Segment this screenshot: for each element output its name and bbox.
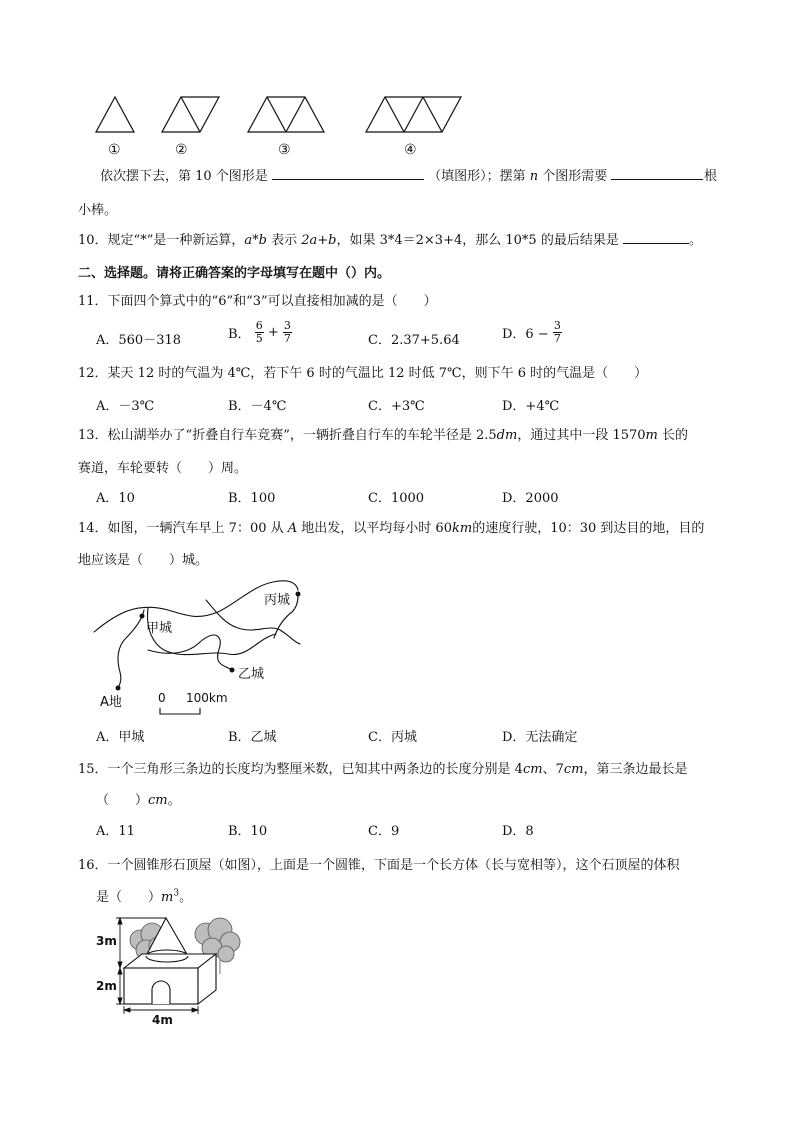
question-11: 11．下面四个算式中的“6”和“3”可以直接相加减的是（ ）	[78, 294, 437, 309]
triangle-figures	[90, 92, 480, 140]
q12-option-d[interactable]: D．+4℃	[502, 399, 560, 414]
answer-blank[interactable]	[623, 231, 689, 244]
figure-label-2: ②	[175, 142, 188, 158]
q9-line2: 小棒。	[78, 203, 118, 218]
scale-zero: 0	[158, 691, 166, 705]
fraction: $\frac{3}{7}$	[283, 319, 291, 345]
dim-label-width: 4m	[152, 1013, 173, 1027]
map-label-yi: 乙城	[238, 667, 265, 682]
city-dot-a	[116, 686, 121, 691]
q12-option-c[interactable]: C．+3℃	[368, 399, 425, 414]
q15-option-b[interactable]: B．10	[228, 824, 268, 839]
figure-1	[96, 97, 134, 132]
q11-option-d[interactable]: D．6 − $\frac{3}{7}$	[502, 319, 561, 345]
q11-option-c[interactable]: C．2.37+5.64	[368, 333, 460, 348]
dim-label-top: 3m	[96, 934, 117, 948]
question-16-line1: 16．一个圆锥形石顶屋（如图），上面是一个圆锥，下面是一个长方体（长与宽相等），这个石顶屋的体积	[78, 858, 680, 873]
q9-line1: 依次摆下去，第 10 个图形是 （填图形）；摆第 n 个图形需要	[100, 165, 703, 184]
q14-option-d[interactable]: D．无法确定	[502, 730, 578, 745]
map-label-a: A地	[100, 695, 122, 710]
q11-option-b[interactable]: B． $\frac{6}{5}$ + $\frac{3}{7}$	[228, 319, 291, 345]
q12-option-b[interactable]: B．－4℃	[228, 399, 287, 414]
map-label-bing: 丙城	[264, 593, 291, 608]
question-13-line2: 赛道，车轮要转（ ）周。	[78, 461, 248, 476]
question-16-line2: 是（ ）$m^3$。	[96, 888, 193, 905]
q13-option-a[interactable]: A．10	[96, 491, 135, 506]
figure-label-1: ①	[108, 142, 121, 158]
answer-blank[interactable]	[611, 167, 703, 180]
fraction: $\frac{3}{7}$	[553, 319, 561, 345]
q15-option-c[interactable]: C．9	[368, 824, 400, 839]
question-10: 10．规定“*”是一种新运算，a*b 表示 2a+b，如果 3*4＝2×3+4，那么 10*5 的最后结果是 。	[78, 233, 702, 248]
q14-option-a[interactable]: A．甲城	[96, 730, 145, 745]
q9-gen: 根	[704, 169, 718, 184]
answer-blank[interactable]	[272, 167, 424, 180]
question-13-line1: 13．松山湖举办了“折叠自行车竞赛”，一辆折叠自行车的车轮半径是 2.5dm，通过其中一段 1570m 长的	[78, 428, 688, 443]
figure-label-4: ④	[404, 142, 417, 158]
stone-house-figure	[94, 910, 254, 1028]
city-dot-yi	[230, 668, 235, 673]
figure-3	[248, 97, 324, 132]
q13-option-d[interactable]: D．2000	[502, 491, 559, 506]
question-14-line1: 14．如图，一辆汽车早上 7：00 从 A 地出发，以平均每小时 60km的速度行驶，10：30 到达目的地，目的	[78, 521, 705, 536]
question-15-line1: 15．一个三角形三条边的长度均为整厘米数，已知其中两条边的长度分别是 4cm、7cm，第三条边最长是	[78, 762, 688, 777]
q15-option-a[interactable]: A．11	[96, 824, 135, 839]
q11-option-a[interactable]: A．560－318	[96, 333, 182, 348]
figure-label-3: ③	[278, 142, 291, 158]
question-15-line2: （ ）cm。	[96, 793, 181, 808]
q15-option-d[interactable]: D．8	[502, 824, 534, 839]
dim-label-bottom: 2m	[96, 979, 117, 993]
section-title: 二、选择题。请将正确答案的字母填写在题中（）内。	[78, 266, 391, 281]
map-label-jia: 甲城	[146, 621, 173, 636]
question-14-line2: 地应该是（ ）城。	[78, 553, 209, 568]
q12-option-a[interactable]: A．－3℃	[96, 399, 155, 414]
q14-option-b[interactable]: B．乙城	[228, 730, 277, 745]
q13-option-b[interactable]: B．100	[228, 491, 276, 506]
scale-bar	[160, 708, 200, 714]
q14-option-c[interactable]: C．丙城	[368, 730, 417, 745]
city-dot-bing	[296, 592, 301, 597]
question-12: 12．某天 12 时的气温为 4℃，若下午 6 时的气温比 12 时低 7℃，则下午 6 时的气温是（ ）	[78, 366, 648, 381]
scale-label: 100km	[186, 691, 228, 705]
city-dot-jia	[140, 614, 145, 619]
fraction: $\frac{6}{5}$	[255, 319, 263, 345]
route-map	[88, 572, 318, 720]
q13-option-c[interactable]: C．1000	[368, 491, 425, 506]
